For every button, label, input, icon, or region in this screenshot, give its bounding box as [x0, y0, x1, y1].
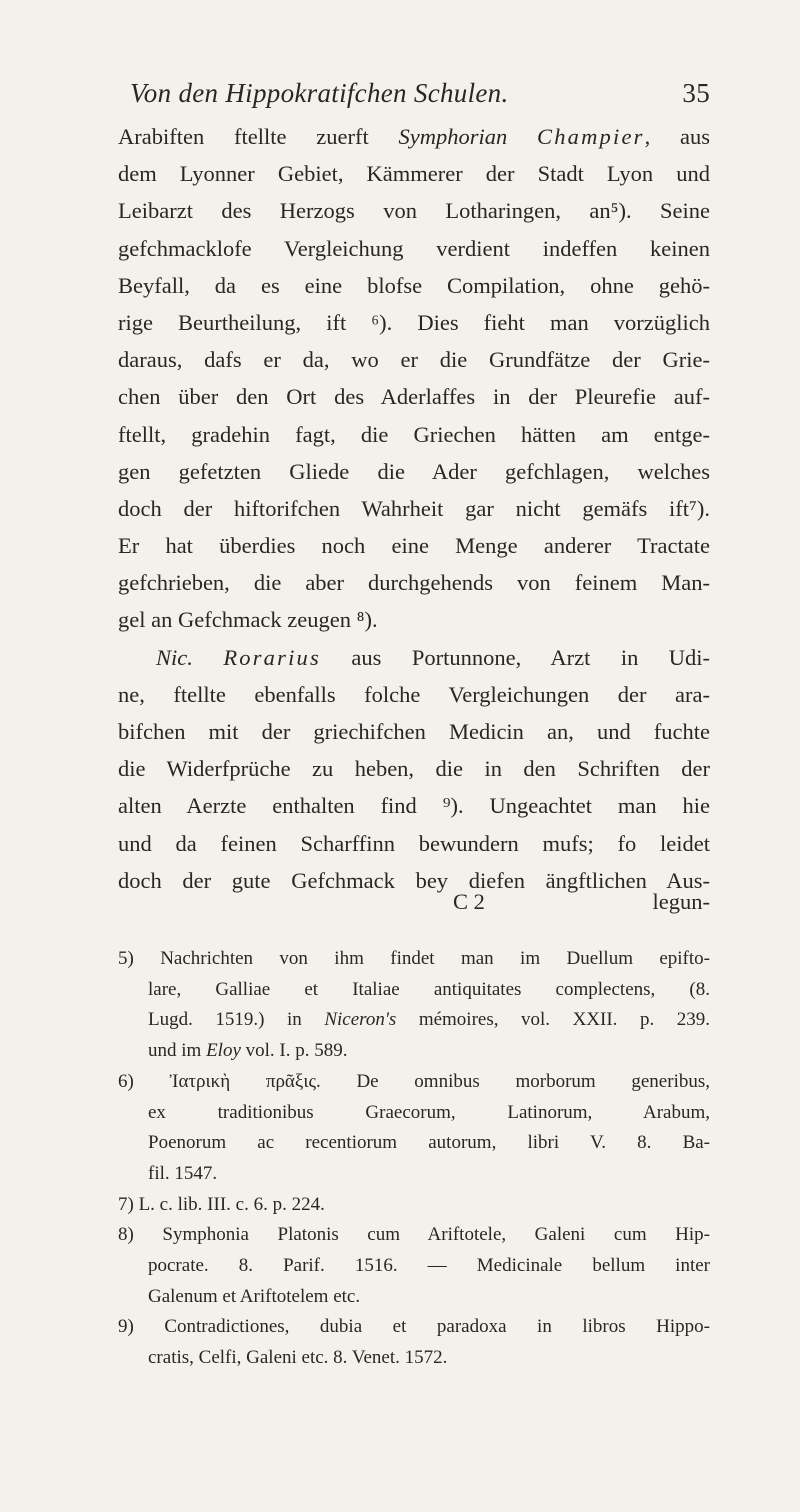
- text-line: doch der hiftorifchen Wahrheit gar nicht gemäfs ift⁷).: [118, 495, 710, 521]
- text-line: gel an Gefchmack zeugen ⁸).: [118, 607, 378, 633]
- running-title: Von den Hippokratifchen Schulen.: [130, 78, 509, 108]
- text-line: daraus, dafs er da, wo er die Grundfätze der Grie-: [118, 347, 710, 373]
- footnote-7: 7) L. c. lib. III. c. 6. p. 224.: [118, 1193, 325, 1215]
- text-line: dem Lyonner Gebiet, Kämmerer der Stadt Lyon und: [118, 161, 710, 187]
- signature-mark: C 2: [453, 889, 485, 914]
- text-line: Nic. Rorarius aus Portunnone, Arzt in Udi-: [156, 644, 711, 670]
- main-text: [118, 118, 710, 899]
- person-surname: Champier: [537, 124, 645, 149]
- text-line: gen gefetzten Gliede die Ader gefchlagen, welches: [118, 458, 710, 484]
- text-line: doch der gute Gefchmack bey diefen ängftlichen Aus-: [118, 867, 710, 893]
- signature-line: [118, 889, 710, 919]
- text-line: rige Beurtheilung, ift ⁶). Dies fieht man vorzüglich: [118, 309, 710, 335]
- footnote-6: 6) Ἰατρικὴ πρᾶξις. De omnibus morborum generibus, ex traditionibus Graecorum, Latinorum, Arabum, Poenorum ac recentiorum autorum, libri V. 8. Ba- fil. 1547.: [118, 1070, 710, 1184]
- text-line: gefchmacklofe Vergleichung verdient indeffen keinen: [118, 235, 710, 261]
- person-name: Symphorian: [398, 124, 508, 149]
- text-line: Leibarzt des Herzogs von Lotharingen, an⁵). Seine: [118, 198, 710, 224]
- text-line: bifchen mit der griechifchen Medicin an, und fuchte: [118, 719, 710, 744]
- text-line: gefchrieben, die aber durchgehends von feinem Man-: [118, 570, 710, 596]
- text-line: Er hat überdies noch eine Menge anderer Tractate: [118, 533, 710, 559]
- footnote-5: 5) Nachrichten von ihm findet man im Duellum epifto- lare, Galliae et Italiae antiquitates complectens, (8. Lugd. 1519.) in Niceron's mémoires, vol. XXII. p. 239. und im Eloy vol. I. p. 589.: [118, 948, 710, 1062]
- catchword: legun-: [652, 889, 710, 914]
- page-number: 35: [682, 78, 710, 108]
- footnote-8: 8) Symphonia Platonis cum Ariftotele, Galeni cum Hip- pocrate. 8. Parif. 1516. — Medicinale bellum inter Galenum et Ariftotelem etc.: [118, 1224, 710, 1307]
- text-line: und da feinen Scharffinn bewundern mufs; fo leidet: [118, 830, 710, 856]
- text-line: chen über den Ort des Aderlaffes in der Pleurefie auf-: [118, 384, 710, 410]
- text-line: alten Aerzte enthalten find ⁹). Ungeachtet man hie: [118, 793, 710, 819]
- footnote-9: 9) Contradictiones, dubia et paradoxa in libros Hippo- cratis, Celfi, Galeni etc. 8. Venet. 1572.: [118, 1316, 710, 1369]
- footnotes: [118, 944, 710, 1374]
- text-line: ne, ftellte ebenfalls folche Vergleichungen der ara-: [118, 681, 710, 707]
- text-line: ftellt, gradehin fagt, die Griechen hätten am entge-: [118, 421, 710, 447]
- person-surname: Rorarius: [223, 644, 321, 670]
- text-line: die Widerfprüche zu heben, die in den Schriften der: [118, 756, 710, 782]
- text-line: Beyfall, da es eine blofse Compilation, ohne gehö-: [118, 272, 710, 298]
- text-line: Arabiften ftellte zuerft Symphorian Champier, aus: [118, 124, 711, 149]
